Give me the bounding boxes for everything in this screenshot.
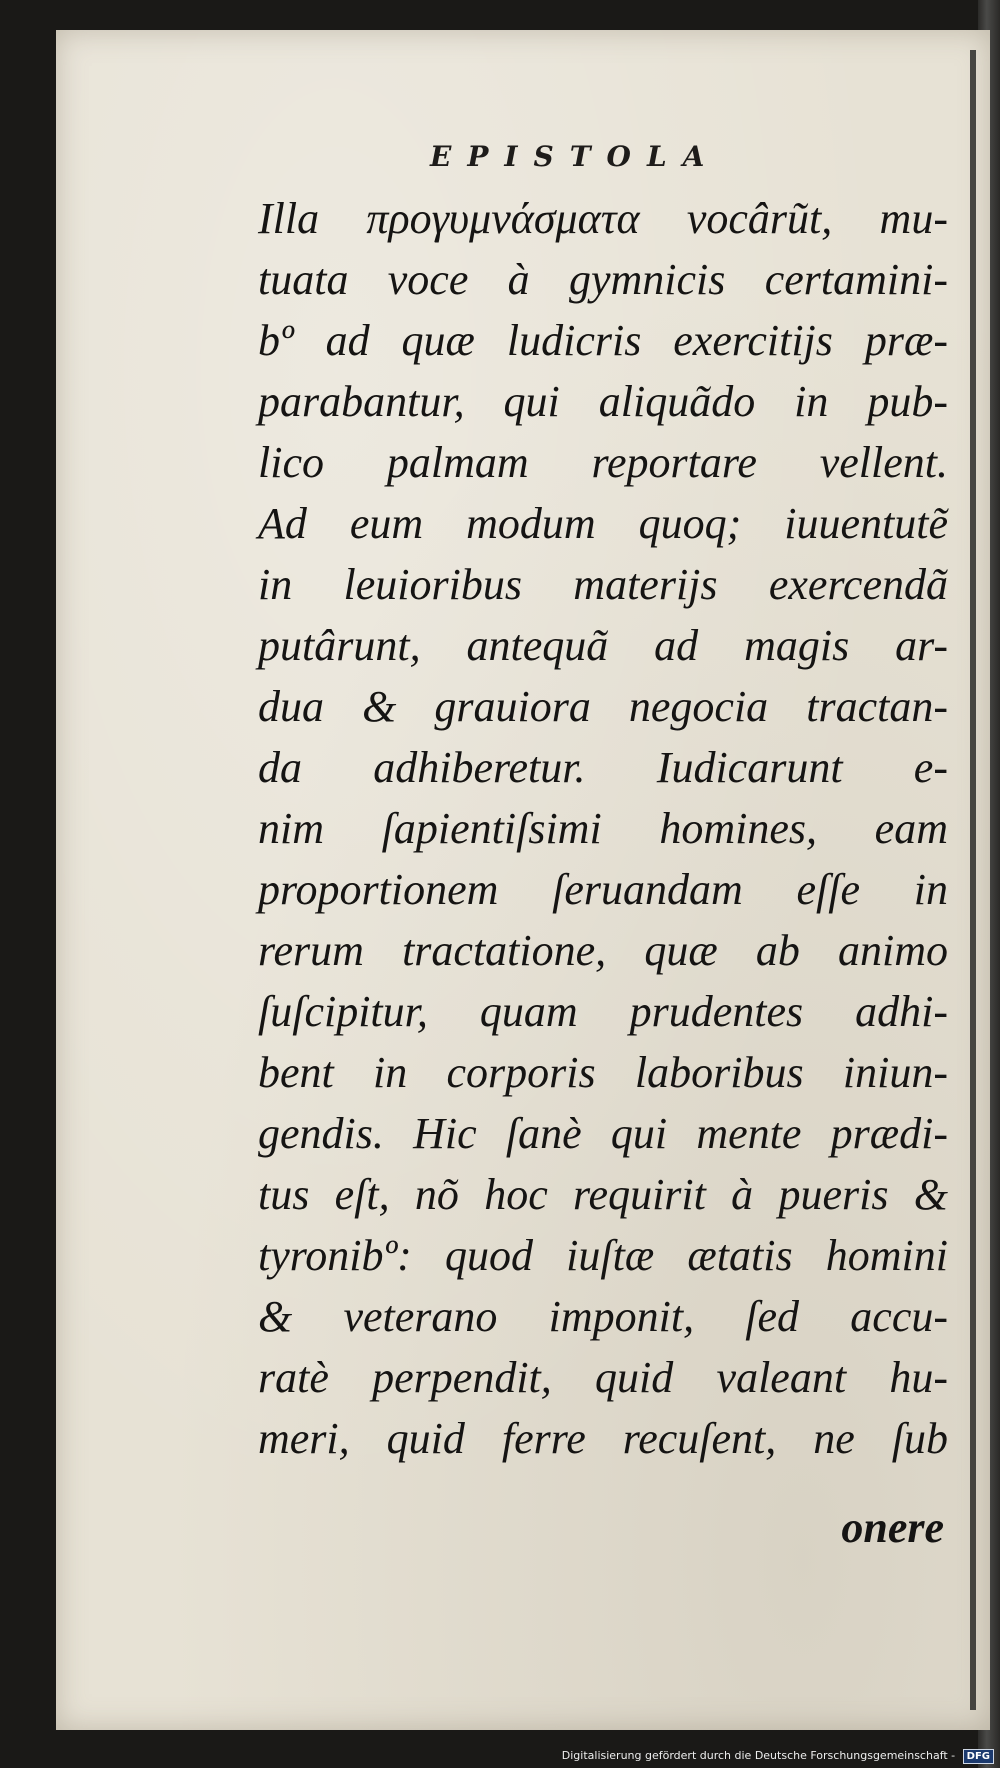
text-line: in leuioribus materijs exercendã: [258, 560, 948, 609]
text-line: tuata voce à gymnicis certamini-: [258, 255, 948, 304]
text-line: bent in corporis laboribus iniun-: [258, 1048, 948, 1097]
text-line: tus eſt, nõ hoc requirit à pueris &: [258, 1170, 948, 1219]
text-line: lico palmam reportare vellent.: [258, 438, 948, 487]
text-line: ratè perpendit, quid valeant hu-: [258, 1353, 948, 1402]
text-line: gendis. Hic ſanè qui mente prædi-: [258, 1109, 948, 1158]
text-line: tyronibº: quod iuſtæ ætatis homini: [258, 1231, 948, 1280]
text-line: & veterano imponit, ſed accu-: [258, 1292, 948, 1341]
text-line: rerum tractatione, quæ ab animo: [258, 926, 948, 975]
running-head: EPISTOLA: [430, 140, 721, 173]
digitization-credit: [562, 1749, 994, 1764]
text-line: Ad eum modum quoq; iuuentutẽ: [258, 499, 948, 548]
page-edge-shadow: [970, 50, 976, 1710]
text-line: da adhiberetur. Iudicarunt e-: [258, 743, 948, 792]
credit-text: Digitalisierung gefördert durch die Deutsche Forschungsgemeinschaft -: [561, 1749, 956, 1762]
text-line: meri, quid ferre recuſent, ne ſub: [258, 1414, 948, 1463]
text-line: bº ad quæ ludicris exercitijs præ-: [258, 316, 948, 365]
text-line: proportionem ſeruandam eſſe in: [258, 865, 948, 914]
text-line: nim ſapientiſsimi homines, eam: [258, 804, 948, 853]
text-line: parabantur, qui aliquãdo in pub-: [258, 377, 948, 426]
catchword: onere: [841, 1503, 944, 1552]
text-line: dua & grauiora negocia tractan-: [258, 682, 948, 731]
dfg-logo: DFG: [963, 1749, 994, 1764]
text-line: ſuſcipitur, quam prudentes adhi-: [258, 987, 948, 1036]
text-line: putârunt, antequã ad magis ar-: [258, 621, 948, 670]
text-line: Illa προγυμνάσματα vocârũt, mu-: [258, 194, 948, 243]
text-block: [258, 188, 948, 1469]
